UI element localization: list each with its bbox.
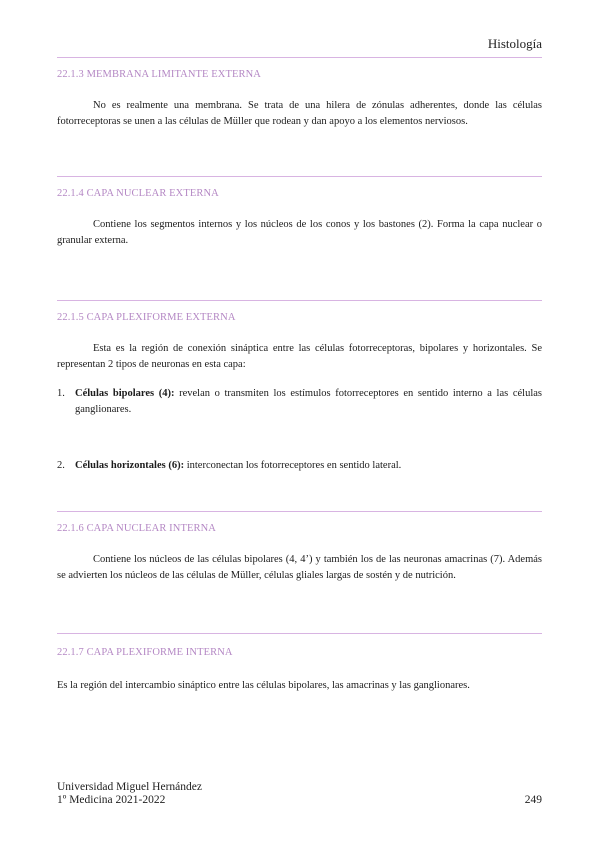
list-item-number: 1. (57, 388, 65, 399)
section-divider (57, 633, 542, 634)
footer-university: Universidad Miguel Hernández (57, 781, 202, 793)
section-paragraph: No es realmente una membrana. Se trata de una hilera de zónulas adherentes, donde las células fotorreceptoras se unen a las células de Müller que rodean y dan apoyo a los elementos nerviosos. (57, 100, 542, 127)
section-paragraph: Contiene los núcleos de las células bipolares (4, 4’) y también los de las neuronas amacrinas (7). Además se advierten los núcleos de las células de Müller, células gliales largas de sostén y de nutrición. (57, 554, 542, 581)
section-paragraph: Contiene los segmentos internos y los núcleos de los conos y los bastones (2). Forma la capa nuclear o granular externa. (57, 219, 542, 246)
section-title: 22.1.7 CAPA PLEXIFORME INTERNA (57, 647, 233, 658)
list-item-text: revelan o transmiten los estímulos fotorreceptores en sentido interno a las células ganglionares. (75, 388, 542, 415)
section-title: 22.1.5 CAPA PLEXIFORME EXTERNA (57, 312, 236, 323)
list-item-term: Células horizontales (6): (75, 460, 185, 471)
page-number: 249 (524, 794, 542, 806)
list-item-number: 2. (57, 460, 65, 471)
section-paragraph: Es la región del intercambio sináptico entre las células bipolares, las amacrinas y las ganglionares. (57, 680, 470, 691)
section-title: 22.1.6 CAPA NUCLEAR INTERNA (57, 523, 216, 534)
header-title: Histología (487, 36, 542, 51)
list-item-text: interconectan los fotorreceptores en sentido lateral. (184, 460, 402, 471)
section-paragraph: Esta es la región de conexión sináptica entre las células fotorreceptoras, bipolares y horizontales. Se representan 2 tipos de neuronas en esta capa: (57, 343, 542, 370)
list-item-term: Células bipolares (4): (75, 388, 175, 399)
section-divider (57, 300, 542, 301)
footer-course: 1º Medicina 2021-2022 (57, 794, 166, 806)
section-title: 22.1.4 CAPA NUCLEAR EXTERNA (57, 188, 219, 199)
section-divider (57, 57, 542, 58)
section-divider (57, 176, 542, 177)
section-divider (57, 511, 542, 512)
section-title: 22.1.3 MEMBRANA LIMITANTE EXTERNA (57, 69, 261, 80)
list-item (57, 386, 542, 418)
list-item (57, 458, 542, 474)
